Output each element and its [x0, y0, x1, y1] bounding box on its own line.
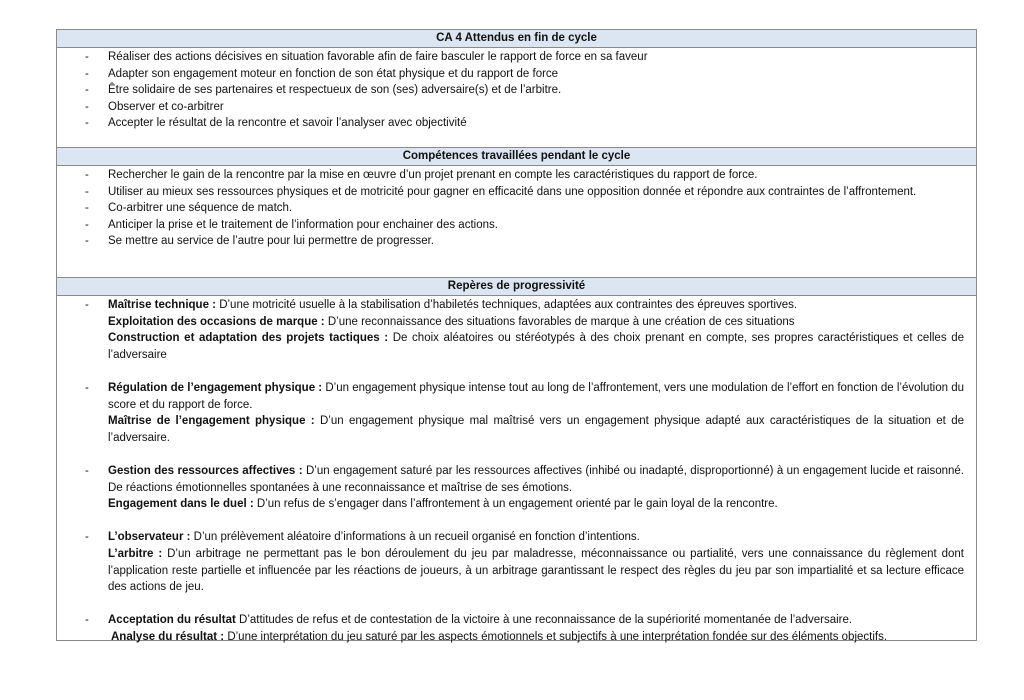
section-competences	[57, 148, 976, 278]
document-table	[56, 29, 977, 641]
list-item: - Observer et co-arbitrer	[85, 100, 224, 113]
repere-line: Analyse du résultat : D’une interprétation du jeu saturé par les aspects émotionnels et subjectifs à une interprétation fondée sur des éléments objectifs.	[111, 630, 888, 643]
repere-line: - Acceptation du résultat D’attitudes de refus et de contestation de la victoire à une reconnaissance de la supériorité momentanée de l’adversaire.	[85, 614, 853, 627]
repere-line: Construction et adaptation des projets tactiques : De choix aléatoires ou stéréotypés à des choix prenant en compte, ses propres caractéristiques et celles de l’adversaire	[108, 332, 964, 361]
list-item: - Accepter le résultat de la rencontre et savoir l’analyser avec objectivité	[85, 117, 467, 130]
list-item: - Réaliser des actions décisives en situation favorable afin de faire basculer le rapport de force en sa faveur	[85, 51, 648, 63]
list-item: - Utiliser au mieux ses ressources physiques et de motricité pour gagner en efficacité dans une opposition donnée et répondre aux contraintes de l’affrontement.	[85, 185, 917, 198]
list-item: - Se mettre au service de l’autre pour lui permettre de progresser.	[85, 235, 434, 248]
list-item: - Être solidaire de ses partenaires et respectueux de son (ses) adversaire(s) et de l’arbitre.	[85, 84, 562, 97]
section-title-attendus: CA 4 Attendus en fin de cycle	[57, 30, 976, 48]
repere-group	[57, 529, 976, 595]
repere-line: Engagement dans le duel : D’un refus de s’engager dans l’affrontement à un engagement orienté par le gain loyal de la rencontre.	[108, 498, 778, 511]
repere-group	[57, 612, 976, 645]
repere-group	[57, 297, 976, 363]
repere-line: - Maîtrise technique : D’une motricité usuelle à la stabilisation d’habiletés techniques, adaptées aux contraintes des épreuves sportives.	[85, 299, 798, 311]
section-title-competences: Compétences travaillées pendant le cycle	[57, 148, 976, 166]
list-item: - Anticiper la prise et le traitement de l’information pour enchainer des actions.	[85, 218, 498, 231]
repere-line: - Gestion des ressources affectives : D’un engagement saturé par les ressources affectives (inhibé ou inadapté, disproportionné) à un engagement lucide et raisonné. De réactions émotionnelles spontanées à une reconnaissance et maîtrise de ses émotions.	[85, 464, 965, 494]
repere-line: L’arbitre : D’un arbitrage ne permettant pas le bon déroulement du jeu par maladresse, méconnaissance ou partialité, vers une connaissance du règlement dont l’application reste partielle et influencée par les réactions de joueurs, à un arbitrage garantissant le respect des règles du jeu par son impartialité et sa lecture efficace des actions de jeu.	[108, 547, 964, 594]
repere-group	[57, 463, 976, 513]
competences-list	[57, 166, 976, 250]
repere-line: Maîtrise de l’engagement physique : D’un engagement physique mal maîtrisé vers un engagement physique adapté aux caractéristiques de la situation et de l’adversaire.	[108, 415, 964, 444]
list-item: - Co-arbitrer une séquence de match.	[85, 202, 293, 215]
section-title-reperes: Repères de progressivité	[57, 278, 976, 296]
section-reperes	[57, 278, 976, 643]
list-item: - Rechercher le gain de la rencontre par la mise en œuvre d’un projet prenant en compte les caractéristiques du rapport de force.	[85, 169, 758, 181]
repere-line: - L’observateur : D’un prélèvement aléatoire d’informations à un recueil organisé en fonction d’intentions.	[85, 531, 640, 544]
repere-group	[57, 380, 976, 446]
repere-line: - Régulation de l’engagement physique : D’un engagement physique intense tout au long de l’affrontement, vers une modulation de l’effort en fonction de l’évolution du score et du rapport de force.	[85, 381, 964, 411]
attendus-list	[57, 48, 976, 132]
list-item: - Adapter son engagement moteur en fonction de son état physique et du rapport de force	[85, 67, 559, 80]
repere-line: Exploitation des occasions de marque : D’une reconnaissance des situations favorables de marque à une création de ces situations	[108, 315, 795, 328]
reperes-list	[57, 296, 976, 645]
section-attendus	[57, 30, 976, 148]
